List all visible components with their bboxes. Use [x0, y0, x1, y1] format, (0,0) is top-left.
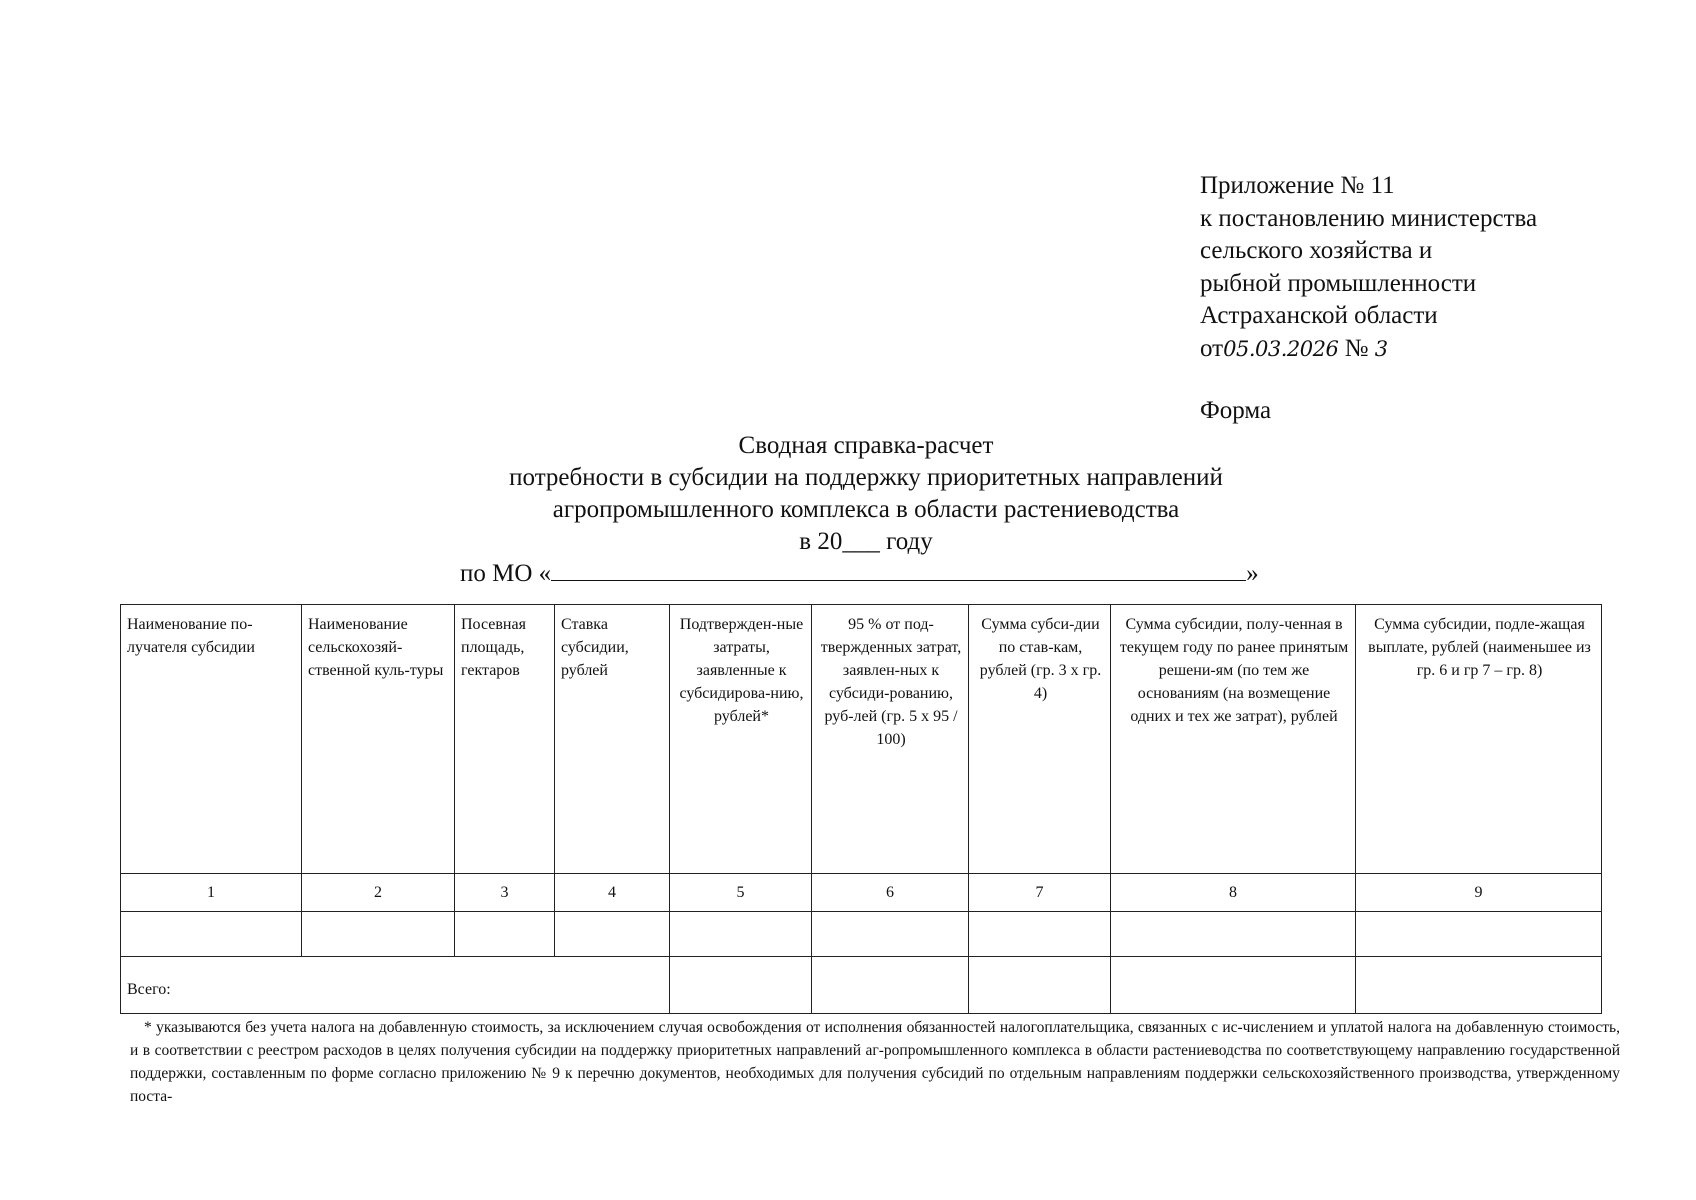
total-cell[interactable] [969, 957, 1111, 1014]
municipality-line [460, 560, 1259, 588]
appendix-date-line [1200, 333, 1537, 366]
data-cell[interactable] [812, 912, 969, 957]
date-prefix: от [1200, 334, 1224, 362]
total-cell[interactable] [1356, 957, 1602, 1014]
header-cell: Наименование по-лучателя субсидии [121, 605, 302, 874]
header-cell: Сумма субси-дии по став-кам, рублей (гр. 3 х гр. 4) [969, 605, 1111, 874]
appendix-line: сельского хозяйства и [1200, 237, 1433, 264]
title-line: агропромышленного комплекса в области растениеводства [552, 496, 1180, 523]
data-cell[interactable] [455, 912, 555, 957]
total-cell[interactable] [670, 957, 812, 1014]
column-number: 3 [455, 874, 555, 912]
mo-suffix: » [1246, 560, 1259, 587]
column-number: 2 [302, 874, 455, 912]
column-number: 7 [969, 874, 1111, 912]
title-line: потребности в субсидии на поддержку приоритетных направлений [509, 464, 1223, 491]
data-cell[interactable] [121, 912, 302, 957]
appendix-line: к постановлению министерства [1200, 204, 1538, 232]
data-cell[interactable] [1356, 912, 1602, 957]
subsidy-table [120, 604, 1602, 1014]
total-cell[interactable] [1111, 957, 1356, 1014]
column-number: 1 [121, 874, 302, 912]
data-cell[interactable] [302, 912, 455, 957]
title-line: Сводная справка-расчет [738, 432, 994, 459]
data-cell[interactable] [670, 912, 812, 957]
column-number: 5 [670, 874, 812, 912]
appendix-block [1200, 170, 1537, 365]
header-cell: Сумма субсидии, полу-ченная в текущем году по ранее принятым решени-ям (по тем же основаниям (на возмещение одних и тех же затрат), рублей [1111, 605, 1356, 874]
mo-prefix: по МО « [460, 560, 552, 587]
total-row [121, 957, 1602, 1014]
header-cell: Ставка субсидии, рублей [555, 605, 670, 874]
header-row [121, 605, 1602, 874]
data-cell[interactable] [969, 912, 1111, 957]
footnote: * указываются без учета налога на добавленную стоимость, за исключением случая освобождения от исполнения обязанностей налогоплательщика, связанных с ис-числением и уплатой налога на добавленную стоимость, и в соответствии с реестром расходов в целях получения субсидии на поддержку приоритетных направлений аг-ропромышленного комплекса в области растениеводства по соответствующему направлению государственной поддержки, составленным по форме согласно приложению № 9 к перечню документов, необходимых для получения субсидий по отдельным направлениям поддержки сельскохозяйственного производства, утвержденному поста- [130, 1019, 1620, 1105]
mo-blank-field[interactable] [551, 560, 1246, 581]
column-number: 9 [1356, 874, 1602, 912]
data-row [121, 912, 1602, 957]
appendix-line: рыбной промышленности [1200, 269, 1477, 297]
handwritten-number: 3 [1374, 336, 1388, 361]
header-cell: Посевная площадь, гектаров [455, 605, 555, 874]
header-cell: Наименование сельскохозяй-ственной куль-туры [302, 605, 455, 874]
form-label: Форма [1200, 397, 1272, 424]
column-number: 4 [555, 874, 670, 912]
total-cell[interactable] [812, 957, 969, 1014]
data-cell[interactable] [555, 912, 670, 957]
number-label: № [1344, 334, 1369, 362]
column-number-row [121, 874, 1602, 912]
header-cell: Подтвержден-ные затраты, заявленные к субсидирова-нию, рублей* [670, 605, 812, 874]
appendix-line: Приложение № 11 [1200, 172, 1395, 199]
handwritten-date: 05.03.2026 [1223, 336, 1339, 361]
title-line: в 20___ году [799, 528, 933, 555]
data-cell[interactable] [1111, 912, 1356, 957]
column-number: 8 [1111, 874, 1356, 912]
header-cell: Сумма субсидии, подле-жащая выплате, рублей (наименьшее из гр. 6 и гр 7 – гр. 8) [1356, 605, 1602, 874]
column-number: 6 [812, 874, 969, 912]
total-label: Всего: [121, 957, 670, 1014]
appendix-line: Астраханской области [1200, 302, 1438, 329]
header-cell: 95 % от под-твержденных затрат, заявлен-ных к субсиди-рованию, руб-лей (гр. 5 х 95 / 100) [812, 605, 969, 874]
